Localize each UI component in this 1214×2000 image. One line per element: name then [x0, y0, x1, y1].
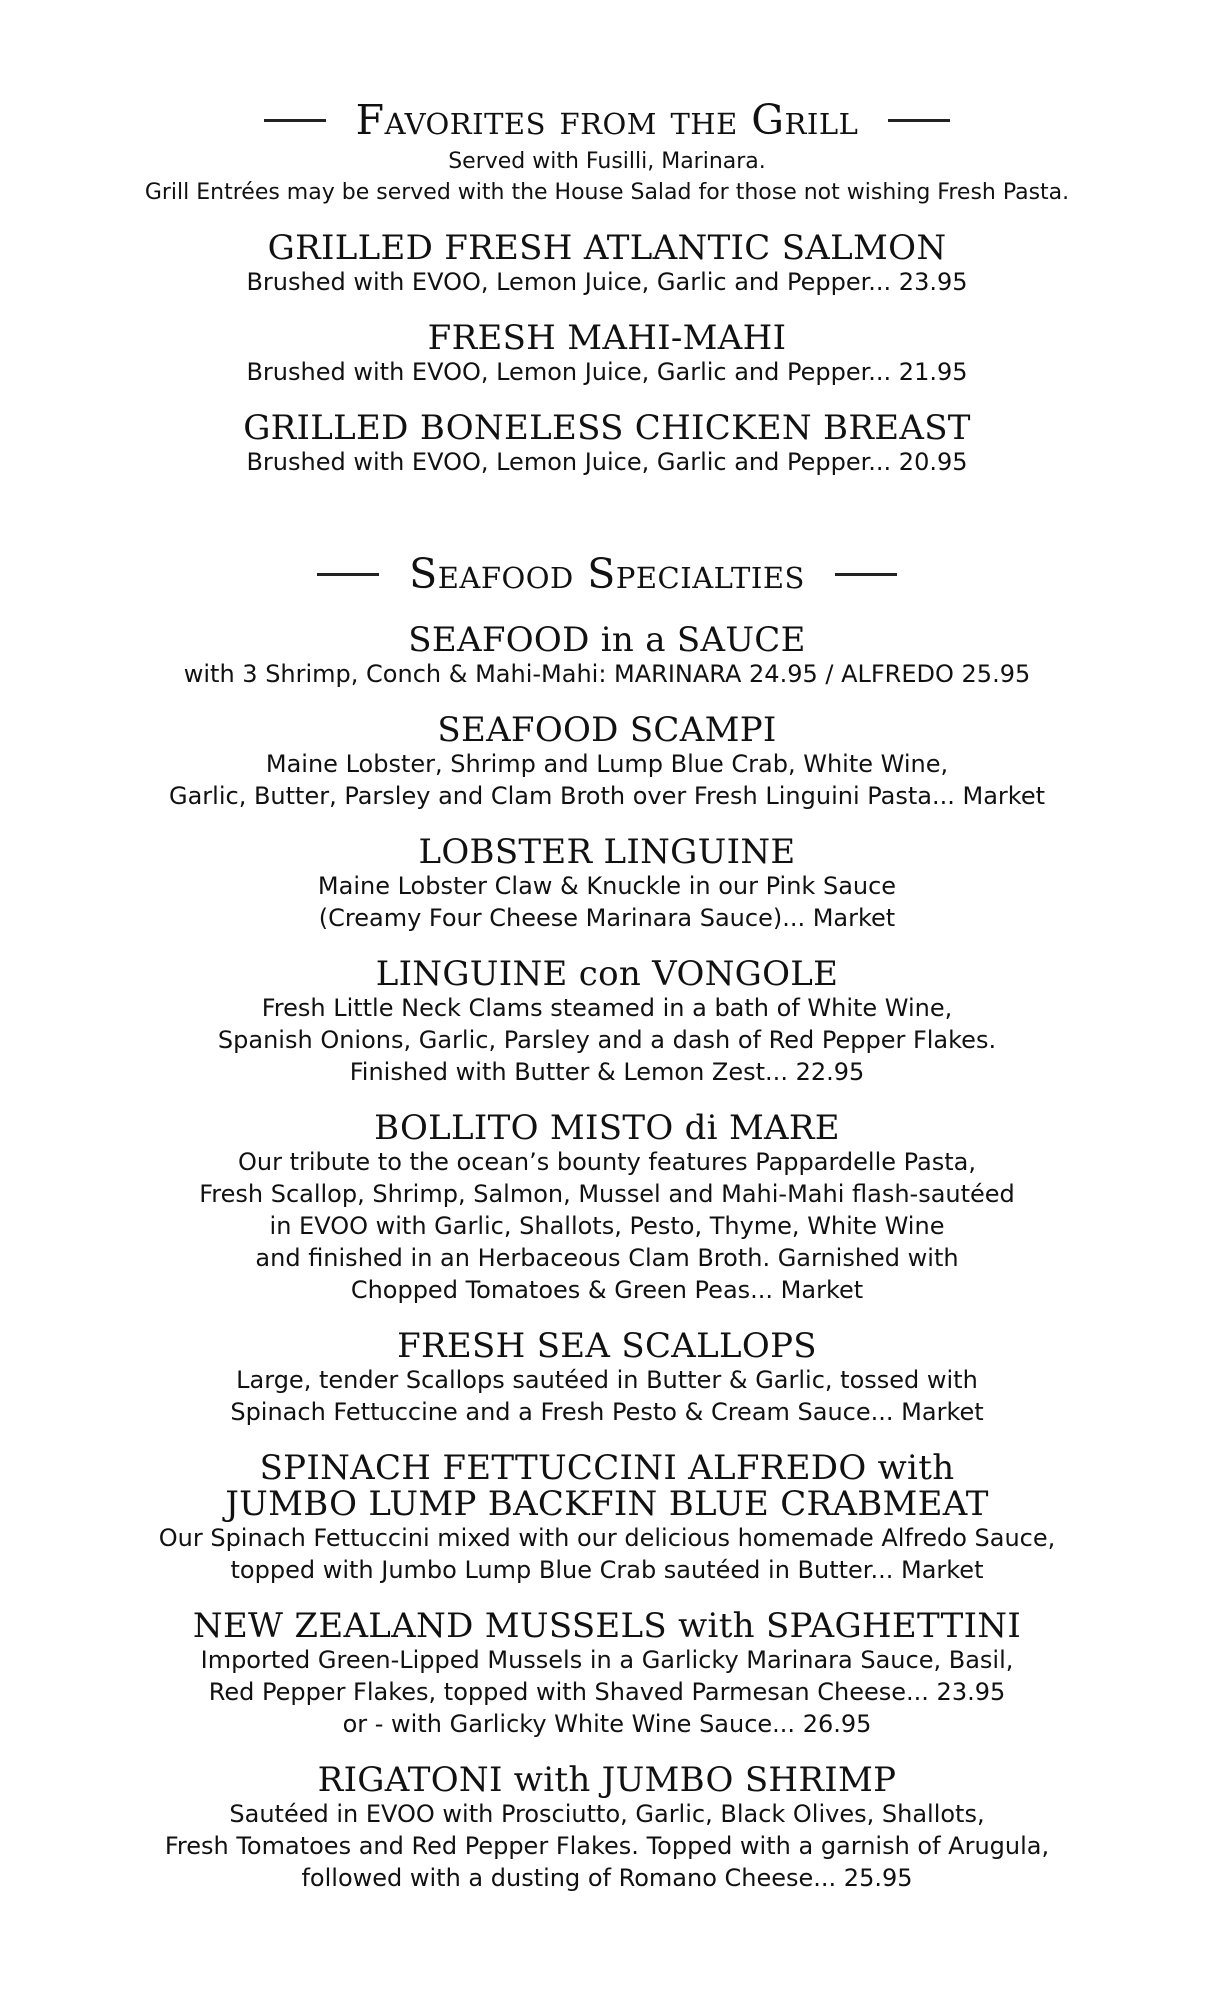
item-name: SEAFOOD in a SAUCE — [408, 620, 806, 660]
grill-subtitle — [0, 146, 1214, 208]
menu-item-seafood-scampi — [0, 712, 1214, 812]
item-description-line: Our Spinach Fettuccini mixed with our delicious homemade Alfredo Sauce, — [158, 1524, 1056, 1552]
item-description-line: Maine Lobster, Shrimp and Lump Blue Crab, White Wine, — [265, 750, 949, 778]
item-description-line: Fresh Little Neck Clams steamed in a bath of White Wine, — [261, 994, 953, 1022]
grill-title: Favorites from the Grill — [355, 96, 859, 144]
seafood-title: Seafood Specialties — [409, 550, 805, 598]
item-name: FRESH SEA SCALLOPS — [397, 1326, 817, 1366]
item-description-line: Spanish Onions, Garlic, Parsley and a dash of Red Pepper Flakes. — [217, 1026, 997, 1054]
item-description-line: Our tribute to the ocean’s bounty features Pappardelle Pasta, — [237, 1148, 977, 1176]
item-description-line: or - with Garlicky White Wine Sauce... 26.95 — [342, 1710, 872, 1738]
grill-subtitle-line: Served with Fusilli, Marinara. — [448, 149, 766, 174]
item-description-line: Sautéed in EVOO with Prosciutto, Garlic, Black Olives, Shallots, — [229, 1800, 985, 1828]
item-name-line: JUMBO LUMP BACKFIN BLUE CRABMEAT — [225, 1484, 989, 1524]
item-description-line: topped with Jumbo Lump Blue Crab sautéed in Butter... Market — [230, 1556, 984, 1584]
item-name: LOBSTER LINGUINE — [418, 832, 796, 872]
item-name: GRILLED BONELESS CHICKEN BREAST — [243, 408, 971, 448]
item-description-line: Garlic, Butter, Parsley and Clam Broth over Fresh Linguini Pasta... Market — [168, 782, 1045, 810]
menu-item-linguine-vongole — [0, 956, 1214, 1088]
item-name-line: SPINACH FETTUCCINI ALFREDO with — [259, 1448, 955, 1488]
grill-subtitle-line: Grill Entrées may be served with the House Salad for those not wishing Fresh Pasta. — [144, 180, 1070, 205]
item-name: RIGATONI with JUMBO SHRIMP — [317, 1760, 897, 1800]
item-description-line: Maine Lobster Claw & Knuckle in our Pink Sauce — [317, 872, 897, 900]
item-description-line: Fresh Scallop, Shrimp, Salmon, Mussel and Mahi-Mahi flash-sautéed — [199, 1180, 1015, 1208]
menu-item-rigatoni-shrimp — [0, 1762, 1214, 1894]
item-name: FRESH MAHI-MAHI — [427, 318, 787, 358]
menu-item-chicken-breast — [0, 410, 1214, 478]
item-description: Brushed with EVOO, Lemon Juice, Garlic and Pepper... 21.95 — [246, 358, 968, 386]
menu-item-bollito-misto — [0, 1110, 1214, 1306]
item-description-line: (Creamy Four Cheese Marinara Sauce)... Market — [318, 904, 896, 932]
item-name: LINGUINE con VONGOLE — [375, 954, 839, 994]
item-description: with 3 Shrimp, Conch & Mahi-Mahi: MARINARA 24.95 / ALFREDO 25.95 — [183, 660, 1031, 688]
item-name: SEAFOOD SCAMPI — [437, 710, 777, 750]
item-description: Brushed with EVOO, Lemon Juice, Garlic and Pepper... 20.95 — [246, 448, 968, 476]
header-rule-right — [888, 119, 950, 122]
item-name: BOLLITO MISTO di MARE — [374, 1108, 840, 1148]
header-rule-right — [835, 573, 897, 576]
item-description-line: Chopped Tomatoes & Green Peas... Market — [350, 1276, 864, 1304]
seafood-header — [0, 548, 1214, 600]
seafood-section — [0, 548, 1214, 1894]
item-description-line: Large, tender Scallops sautéed in Butter & Garlic, tossed with — [236, 1366, 978, 1394]
menu-item-nz-mussels — [0, 1608, 1214, 1740]
item-description: Brushed with EVOO, Lemon Juice, Garlic and Pepper... 23.95 — [246, 268, 968, 296]
item-description-line: Spinach Fettuccine and a Fresh Pesto & Cream Sauce... Market — [230, 1398, 984, 1426]
header-rule-left — [264, 119, 326, 122]
item-description-line: Fresh Tomatoes and Red Pepper Flakes. Topped with a garnish of Arugula, — [164, 1832, 1050, 1860]
menu-item-grilled-salmon — [0, 230, 1214, 298]
menu-item-seafood-in-sauce — [0, 622, 1214, 690]
menu-item-mahi-mahi — [0, 320, 1214, 388]
grill-section — [0, 94, 1214, 478]
menu-item-lobster-linguine — [0, 834, 1214, 934]
item-name: GRILLED FRESH ATLANTIC SALMON — [267, 228, 947, 268]
item-name: NEW ZEALAND MUSSELS with SPAGHETTINI — [192, 1606, 1022, 1646]
grill-header — [0, 94, 1214, 146]
header-rule-left — [317, 573, 379, 576]
item-description-line: followed with a dusting of Romano Cheese... 25.95 — [301, 1864, 913, 1892]
menu-item-sea-scallops — [0, 1328, 1214, 1428]
item-description-line: in EVOO with Garlic, Shallots, Pesto, Thyme, White Wine — [269, 1212, 945, 1240]
item-description-line: Imported Green-Lipped Mussels in a Garlicky Marinara Sauce, Basil, — [200, 1646, 1014, 1674]
item-description-line: Red Pepper Flakes, topped with Shaved Parmesan Cheese... 23.95 — [208, 1678, 1006, 1706]
item-description-line: Finished with Butter & Lemon Zest... 22.95 — [349, 1058, 865, 1086]
item-description-line: and finished in an Herbaceous Clam Broth. Garnished with — [255, 1244, 959, 1272]
menu-item-spinach-fettuccini — [0, 1450, 1214, 1586]
